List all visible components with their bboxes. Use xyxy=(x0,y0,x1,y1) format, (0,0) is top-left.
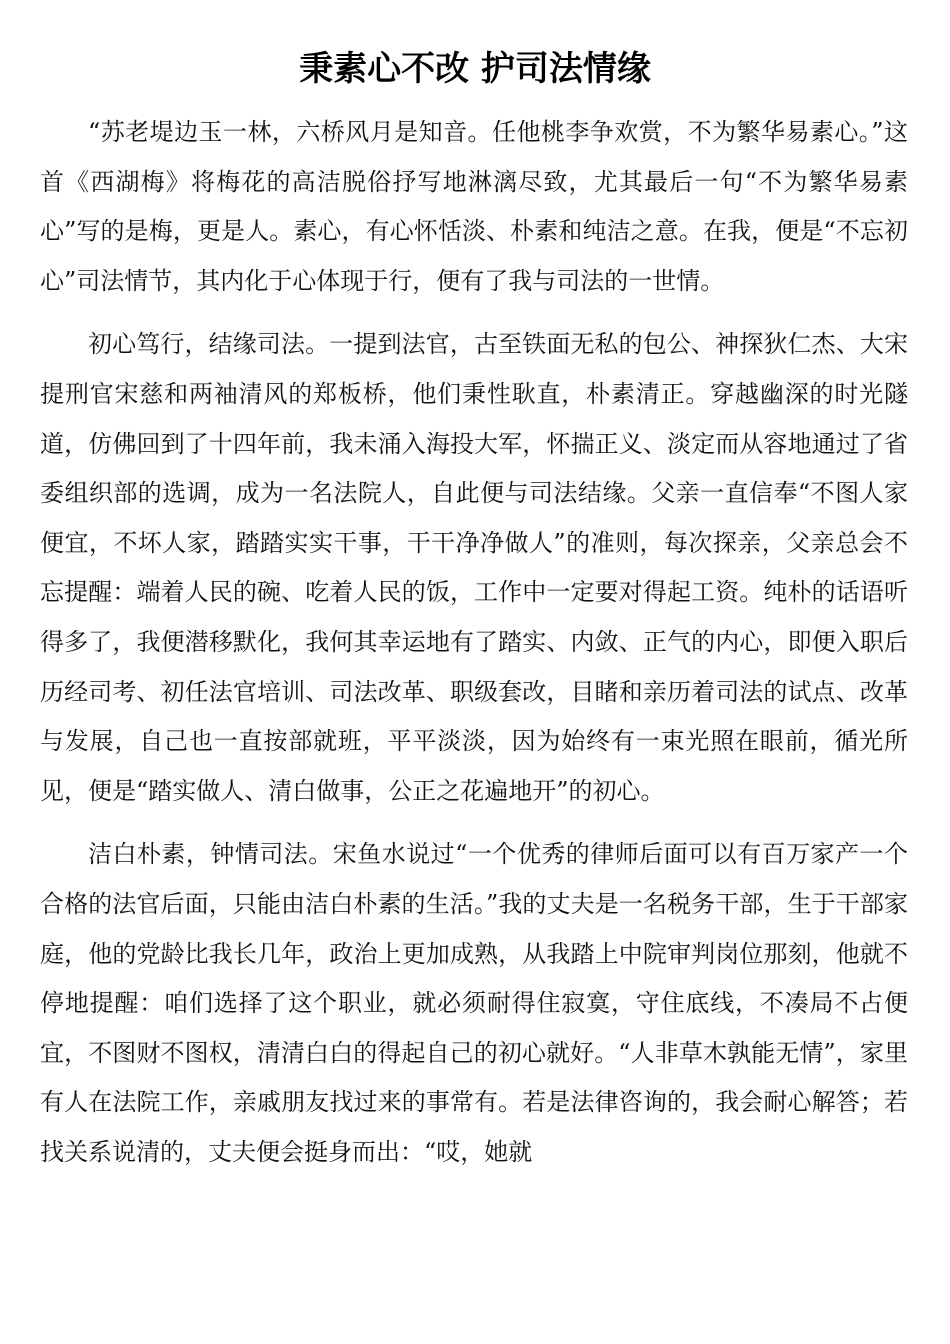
document-body xyxy=(40,108,908,1177)
document-title: 秉素心不改 护司法情缘 xyxy=(299,49,651,89)
paragraph-first-section: 初心笃行，结缘司法。一提到法官，古至铁面无私的包公、神探狄仁杰、大宋提刑官宋慈和两袖清风的郑板桥，他们秉性耿直，朴素清正。穿越幽深的时光隧道，仿佛回到了十四年前，我未涌入海投大军，怀揣正义、淡定而从容地通过了省委组织部的选调，成为一名法院人，自此便与司法结缘。父亲一直信奉“不图人家便宜，不坏人家，踏踏实实干事，干干净净做人”的准则，每次探亲，父亲总会不忘提醒：端着人民的碗、吃着人民的饭，工作中一定要对得起工资。纯朴的话语听得多了，我便潜移默化，我何其幸运地有了踏实、内敛、正气的内心，即便入职后历经司考、初任法官培训、司法改革、职级套改，目睹和亲历着司法的试点、改革与发展，自己也一直按部就班，平平淡淡，因为始终有一束光照在眼前，循光所见，便是“踏实做人、清白做事，公正之花遍地开”的初心。 xyxy=(40,330,908,805)
paragraph-intro: “苏老堤边玉一林，六桥风月是知音。任他桃李争欢赏，不为繁华易素心。”这首《西湖梅》将梅花的高洁脱俗抒写地淋漓尽致，尤其最后一句“不为繁华易素心”写的是梅，更是人。素心，有心怀恬淡、朴素和纯洁之意。在我，便是“不忘初心”司法情节，其内化于心体现于行，便有了我与司法的一世情。 xyxy=(40,118,908,295)
paragraph-second-section: 洁白朴素，钟情司法。宋鱼水说过“一个优秀的律师后面可以有百万家产一个合格的法官后面，只能由洁白朴素的生活。”我的丈夫是一名税务干部，生于干部家庭，他的党龄比我长几年，政治上更加成熟，从我踏上中院审判岗位那刻，他就不停地提醒：咱们选择了这个职业，就必须耐得住寂寞，守住底线，不凑局不占便宜，不图财不图权，清清白白的得起自己的初心就好。“人非草木孰能无情”，家里有人在法院工作，亲戚朋友找过来的事常有。若是法律咨询的，我会耐心解答；若找关系说清的，丈夫便会挺身而出：“哎，她就 xyxy=(40,840,908,1166)
